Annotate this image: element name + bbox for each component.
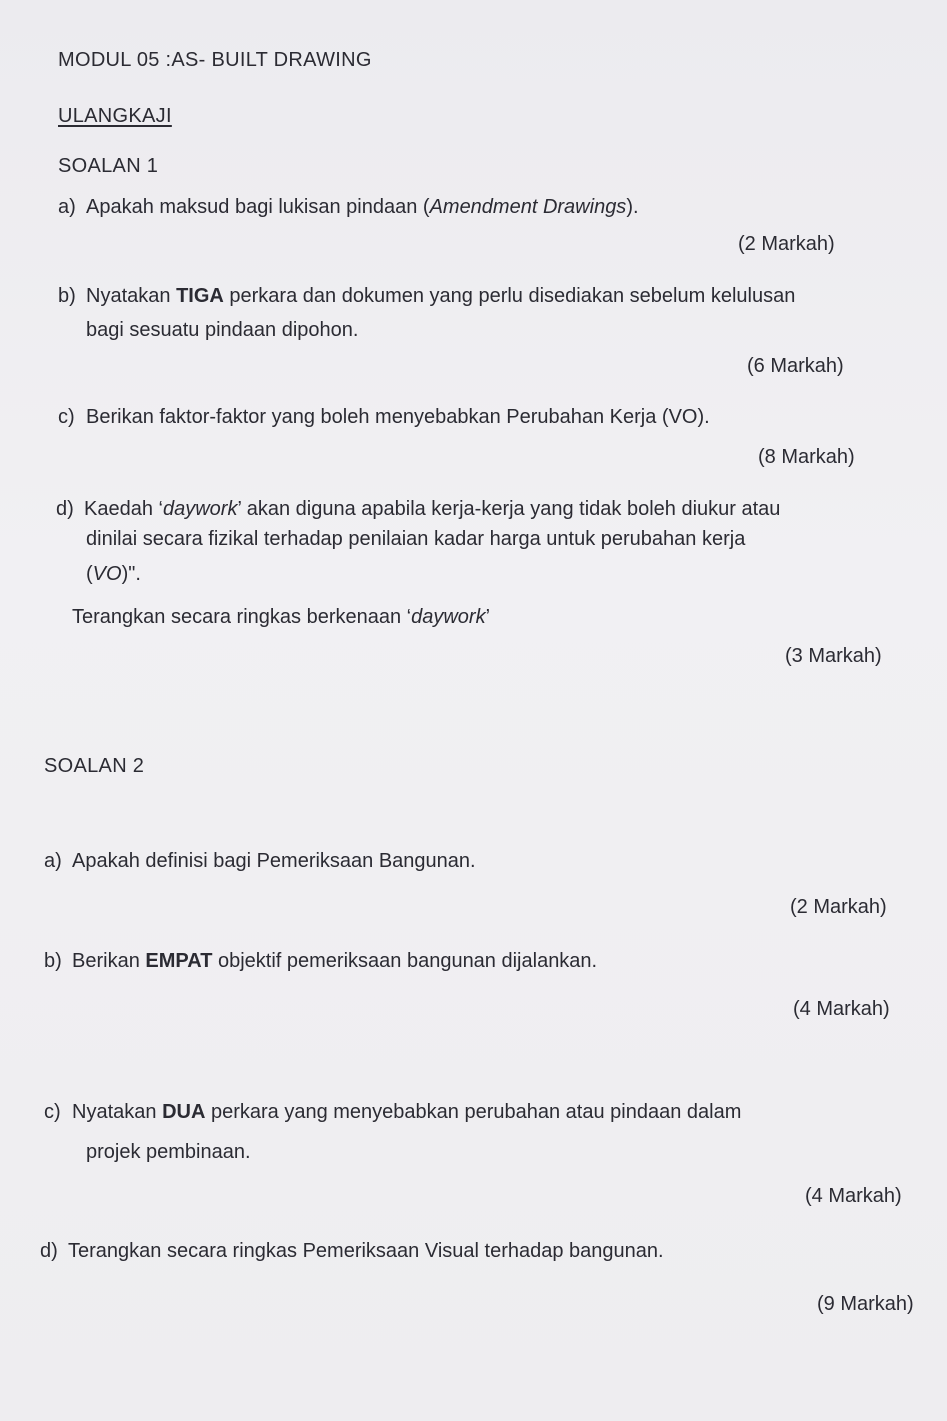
question-text-italic: Amendment Drawings — [429, 196, 627, 218]
soalan-2-title: SOALAN 2 — [44, 755, 145, 777]
soalan-1-question-b-line2: bagi sesuatu pindaan dipohon. — [86, 319, 359, 341]
question-text-italic: daywork — [162, 498, 238, 520]
soalan-1-question-d-line2: dinilai secara fizikal terhadap penilaian kadar harga untuk perubahan kerja — [86, 528, 746, 550]
soalan-2-d-marks: (9 Markah) — [817, 1293, 914, 1315]
soalan-1-title: SOALAN 1 — [58, 155, 159, 177]
soalan-1-question-a — [58, 193, 639, 221]
section-title: ULANGKAJI — [58, 105, 172, 127]
question-label: d) — [56, 498, 74, 520]
question-label: b) — [44, 950, 62, 972]
question-text: Apakah maksud bagi lukisan pindaan ( — [86, 196, 430, 218]
question-text: Berikan faktor-faktor yang boleh menyebabkan Perubahan Kerja (VO). — [86, 406, 710, 428]
question-label: a) — [58, 196, 76, 218]
soalan-1-question-d — [56, 495, 780, 523]
question-label: c) — [58, 406, 75, 428]
question-text-bold: DUA — [162, 1101, 206, 1123]
explain-italic: daywork — [411, 606, 486, 628]
soalan-2-question-c-line2: projek pembinaan. — [86, 1141, 251, 1163]
question-text: Apakah definisi bagi Pemeriksaan Bangunan. — [72, 850, 476, 872]
question-text-end: objektif pemeriksaan bangunan dijalankan. — [212, 950, 598, 972]
question-label: b) — [58, 285, 76, 307]
vo-italic: VO — [92, 563, 122, 585]
paren-open: ( — [86, 563, 93, 585]
question-text-bold: EMPAT — [145, 950, 213, 972]
question-text: Terangkan secara ringkas Pemeriksaan Visual terhadap bangunan. — [68, 1240, 664, 1262]
soalan-2-question-a — [44, 847, 476, 875]
soalan-1-a-marks: (2 Markah) — [738, 233, 835, 255]
question-text-end: ’ akan diguna apabila kerja-kerja yang tidak boleh diukur atau — [237, 498, 781, 520]
soalan-1-question-d-line3 — [86, 560, 141, 588]
soalan-2-question-c — [44, 1098, 741, 1126]
soalan-2-question-d — [40, 1237, 664, 1265]
question-text-end: perkara dan dokumen yang perlu disediakan sebelum kelulusan — [223, 285, 796, 307]
question-text: Nyatakan — [72, 1101, 163, 1123]
explain-end: ’ — [485, 606, 491, 628]
question-text-bold: TIGA — [176, 285, 224, 307]
question-text: Kaedah ‘ — [84, 498, 163, 520]
soalan-2-b-marks: (4 Markah) — [793, 998, 890, 1020]
question-text: Berikan — [72, 950, 146, 972]
explain-text: Terangkan secara ringkas berkenaan ‘ — [72, 606, 412, 628]
soalan-2-question-b — [44, 947, 597, 975]
question-text-end: perkara yang menyebabkan perubahan atau pindaan dalam — [205, 1101, 742, 1123]
soalan-1-b-marks: (6 Markah) — [747, 355, 844, 377]
soalan-2-a-marks: (2 Markah) — [790, 896, 887, 918]
question-text-end: ). — [626, 196, 639, 218]
question-label: d) — [40, 1240, 58, 1262]
question-label: a) — [44, 850, 62, 872]
module-title: MODUL 05 :AS- BUILT DRAWING — [58, 49, 372, 71]
paren-close: )". — [121, 563, 141, 585]
soalan-1-question-d-explain — [72, 603, 490, 631]
soalan-2-c-marks: (4 Markah) — [805, 1185, 902, 1207]
soalan-1-d-marks: (3 Markah) — [785, 645, 882, 667]
soalan-1-question-b — [58, 282, 795, 310]
question-text: Nyatakan — [86, 285, 177, 307]
soalan-1-question-c — [58, 403, 710, 431]
soalan-1-c-marks: (8 Markah) — [758, 446, 855, 468]
question-label: c) — [44, 1101, 61, 1123]
